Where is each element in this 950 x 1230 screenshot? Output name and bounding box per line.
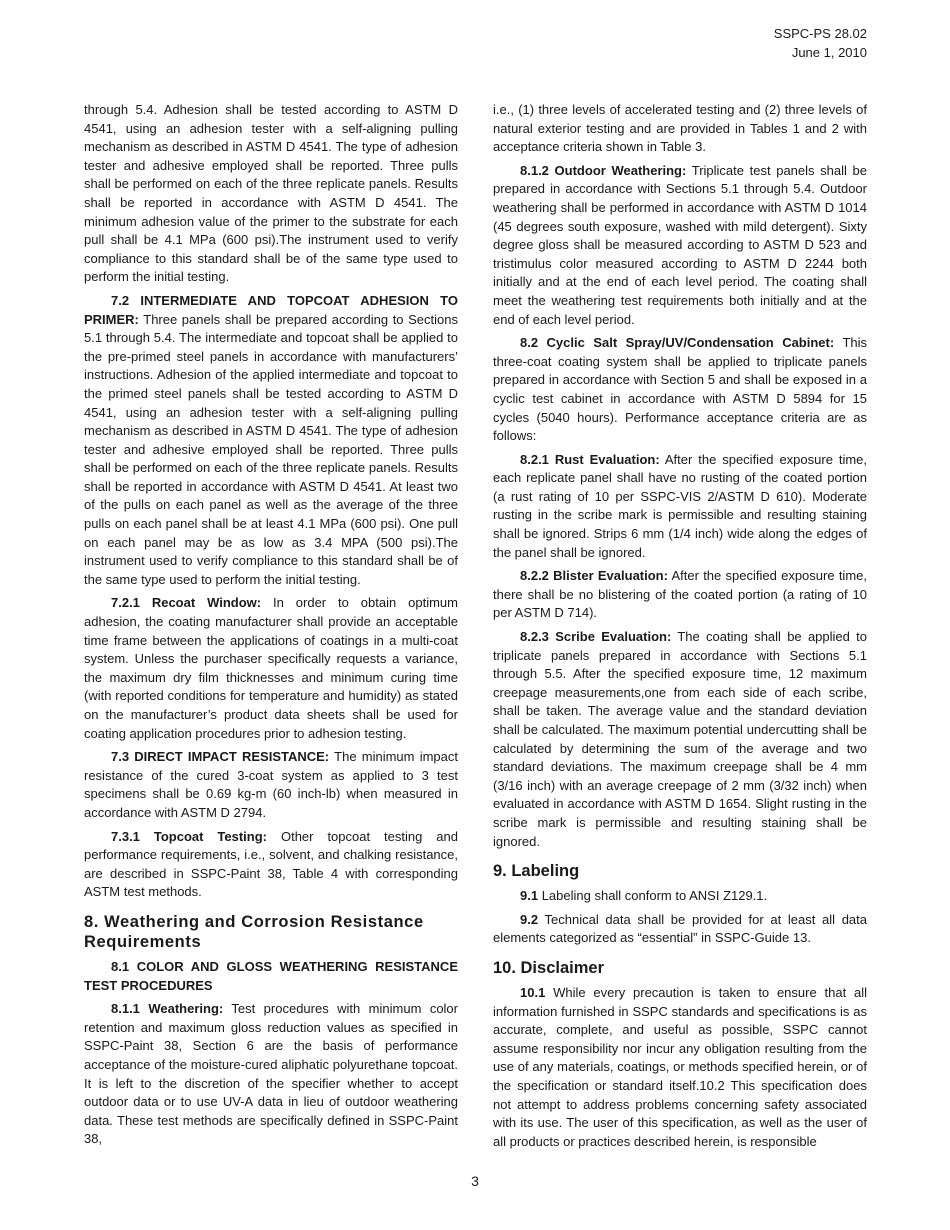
section-7-2-1 bbox=[84, 594, 458, 743]
section-10-1 bbox=[493, 984, 867, 1151]
section-8-2-2-text: After the specified exposure time, there shall be no blistering of the coated portion (a rating of 10 per ASTM D 714). bbox=[493, 568, 867, 621]
section-9-1-text: Labeling shall conform to ANSI Z129.1. bbox=[538, 888, 768, 904]
paragraph-8-1-1-continued: i.e., (1) three levels of accelerated testing and (2) three levels of natural exterior testing and are provided in Tables 1 and 2 with acceptance criteria shown in Table 3. bbox=[493, 102, 867, 155]
right-column bbox=[493, 101, 867, 1156]
section-9-2-heading: 9.2 bbox=[520, 911, 539, 927]
section-7-2-1-heading: 7.2.1 Recoat Window: bbox=[111, 595, 262, 611]
section-9-1 bbox=[493, 887, 867, 906]
section-7-2-heading: 7.2 INTERMEDIATE AND TOPCOAT ADHESION TO PRIMER: bbox=[84, 292, 458, 327]
left-column bbox=[84, 101, 458, 1154]
section-8-title: 8. Weathering and Corrosion Resistance Requirements bbox=[84, 912, 424, 951]
section-8-2-1-text: After the specified exposure time, each replicate panel shall have no rusting of the coated portion (a rust rating of 10 per SSPC-VIS 2/ASTM D 610). Moderate rusting in the scribe mark is permissible and resulting staining shall be ignored. Strips 6 mm (1/4 inch) wide along the edges of the panel shall be ignored. bbox=[493, 451, 867, 560]
section-7-2-text: Three panels shall be prepared according to Sections 5.1 through 5.4. The intermediate and topcoat shall be applied to the pre-primed steel panels in accordance with manufacturers’ instructions. Adhesion of the applied intermediate and topcoat to the primed steel panels shall be tested according to ASTM D 4541, using an adhesion tester with a self-aligning pulling mechanism as described in ASTM D 4541. The type of adhesion tester and adhesive employed shall be reported. Three pulls shall be performed on each of the three replicate panels. Results shall be reported in accordance with ASTM D 4541. At least two of the pulls on each panel as well as the average of the three pulls on each panel shall be at least 4.1 MPa (600 psi). One pull on each panel may be as low as 3.4 MPA (500 psi).The instrument used to verify compliance to this standard shall be of the same type used to perform the initial testing. bbox=[84, 311, 458, 587]
document-date: June 1, 2010 bbox=[791, 45, 867, 60]
section-7-2 bbox=[84, 292, 458, 590]
section-8-1-1-heading: 8.1.1 Weathering: bbox=[111, 1001, 224, 1017]
section-7-3-1-text: Other topcoat testing and performance requirements, i.e., solvent, and chalking resistance, are described in SSPC-Paint 38, Table 4 with corresponding ASTM test methods. bbox=[84, 828, 458, 900]
page-number: 3 bbox=[471, 1173, 479, 1189]
section-10-1-heading: 10.1 bbox=[520, 984, 546, 1000]
section-8-2-text: This three-coat coating system shall be applied to triplicate panels prepared in accordance with Section 5 and shall be exposed in a cyclic test cabinet in accordance with ASTM D 5894 for 15 cycles (5040 hours). Performance acceptance criteria are as follows: bbox=[493, 335, 868, 444]
section-8-2-1-heading: 8.2.1 Rust Evaluation: bbox=[520, 451, 660, 467]
section-8-2-2-heading: 8.2.2 Blister Evaluation: bbox=[520, 568, 668, 584]
section-7-2-1-text: In order to obtain optimum adhesion, the coating manufacturer shall provide an acceptable time frame between the applications of coatings in a multi-coat system. Unless the purchaser specifically requests a variance, the maximum dry film thicknesses and minimum curing time (with reported conditions for temperature and humidity) as stated on the manufacturer’s product data sheets shall be used for coating application procedures prior to adhesion testing. bbox=[84, 595, 458, 741]
section-7-3 bbox=[84, 748, 458, 822]
section-8-1-1 bbox=[84, 1000, 458, 1149]
section-8-2-3-text: The coating shall be applied to triplicate panels prepared in accordance with Sections 5.1 through 5.5. After the specified exposure time, 12 maximum creepage measurements,one from each side of each scribe, shall be taken. The average value and the standard deviation shall be calculated. The maximum potential undercutting shall be calculated by determining the sum of the average and two standard deviations. The maximum creepage shall be 4 mm (3/16 inch) with an average creepage of 2 mm (3/32 inch) when evaluated in accordance with ASTM D 1654. Slight rusting in the scribe mark is permissible and resulting staining shall be ignored. bbox=[493, 629, 867, 849]
section-9-2-text: Technical data shall be provided for at least all data elements categorized as “essential” in SSPC-Guide 13. bbox=[493, 911, 867, 946]
section-9-title: 9. Labeling bbox=[493, 862, 580, 881]
paragraph-7-1-continued: through 5.4. Adhesion shall be tested according to ASTM D 4541, using an adhesion tester with a self-aligning pulling mechanism as described in ASTM D 4541. The type of adhesion tester and adhesive employed shall be reported. Three pulls shall be performed on each of the three replicate panels. Results shall be reported in accordance with ASTM D 4541. The minimum adhesion value of the primer to the substrate for each pull shall be 4.1 MPa (600 psi).The instrument used to verify compliance to this standard shall be of the same type used to perform the initial testing. bbox=[84, 102, 458, 285]
section-7-3-heading: 7.3 DIRECT IMPACT RESISTANCE: bbox=[111, 749, 330, 765]
section-8-2-3 bbox=[493, 628, 867, 851]
section-8-1-2-text: Triplicate test panels shall be prepared in accordance with Sections 5.1 through 5.4. Outdoor weathering shall be performed in accordance with ASTM D 1014 (45 degrees south exposure, washed with mild detergent). Sixty degree gloss shall be measured according to ASTM D 523 and tristimulus color measured according to ASTM D 2244 both initially and at the end of each level period. The coating shall meet the weathering test requirements both initially and at the end of each level period. bbox=[493, 162, 867, 327]
section-10-title: 10. Disclaimer bbox=[493, 958, 604, 977]
section-8-1-heading: 8.1 COLOR AND GLOSS WEATHERING RESISTANCE TEST PROCEDURES bbox=[84, 958, 458, 993]
section-7-3-1-heading: 7.3.1 Topcoat Testing: bbox=[111, 828, 268, 844]
section-8-2-1 bbox=[493, 451, 867, 563]
section-9-2 bbox=[493, 911, 867, 948]
section-8-1-2-heading: 8.1.2 Outdoor Weathering: bbox=[520, 162, 687, 178]
section-8-2-2 bbox=[493, 567, 867, 623]
section-8-1-1-text: Test procedures with minimum color retention and maximum gloss reduction values as specified in SSPC-Paint 38, Section 6 are the basis of performance acceptance of the moisture-cured aliphatic polyurethane topcoat. It is left to the discretion of the specifier whether to accept outdoor data or to use UV-A data in lieu of outdoor weathering data. These test methods are specifically defined in SSPC-Paint 38, bbox=[84, 1001, 458, 1147]
document-id: SSPC-PS 28.02 bbox=[773, 26, 867, 41]
section-8-2 bbox=[493, 334, 867, 446]
page-header bbox=[774, 24, 867, 62]
section-8-1-2 bbox=[493, 162, 867, 329]
section-9-1-heading: 9.1 bbox=[520, 888, 539, 904]
section-7-3-1 bbox=[84, 828, 458, 902]
section-8-2-heading: 8.2 Cyclic Salt Spray/UV/Condensation Cabinet: bbox=[520, 335, 835, 351]
section-8-2-3-heading: 8.2.3 Scribe Evaluation: bbox=[520, 629, 672, 645]
section-10-1-text: While every precaution is taken to ensure that all information furnished in SSPC standards and specifications is as accurate, complete, and useful as possible, SSPC cannot assume responsibility nor incur any obligation resulting from the use of any materials, coatings, or methods specified herein, or of the specification or standard itself.10.2 This specification does not attempt to address problems concerning safety associated with its use. The user of this specification, as well as the user of all products or practices described herein, is responsible bbox=[493, 984, 867, 1149]
section-7-3-text: The minimum impact resistance of the cured 3-coat system as applied to 3 test specimens shall be 0.69 kg-m (60 inch-lb) when measured in accordance with ASTM D 2794. bbox=[84, 749, 458, 820]
